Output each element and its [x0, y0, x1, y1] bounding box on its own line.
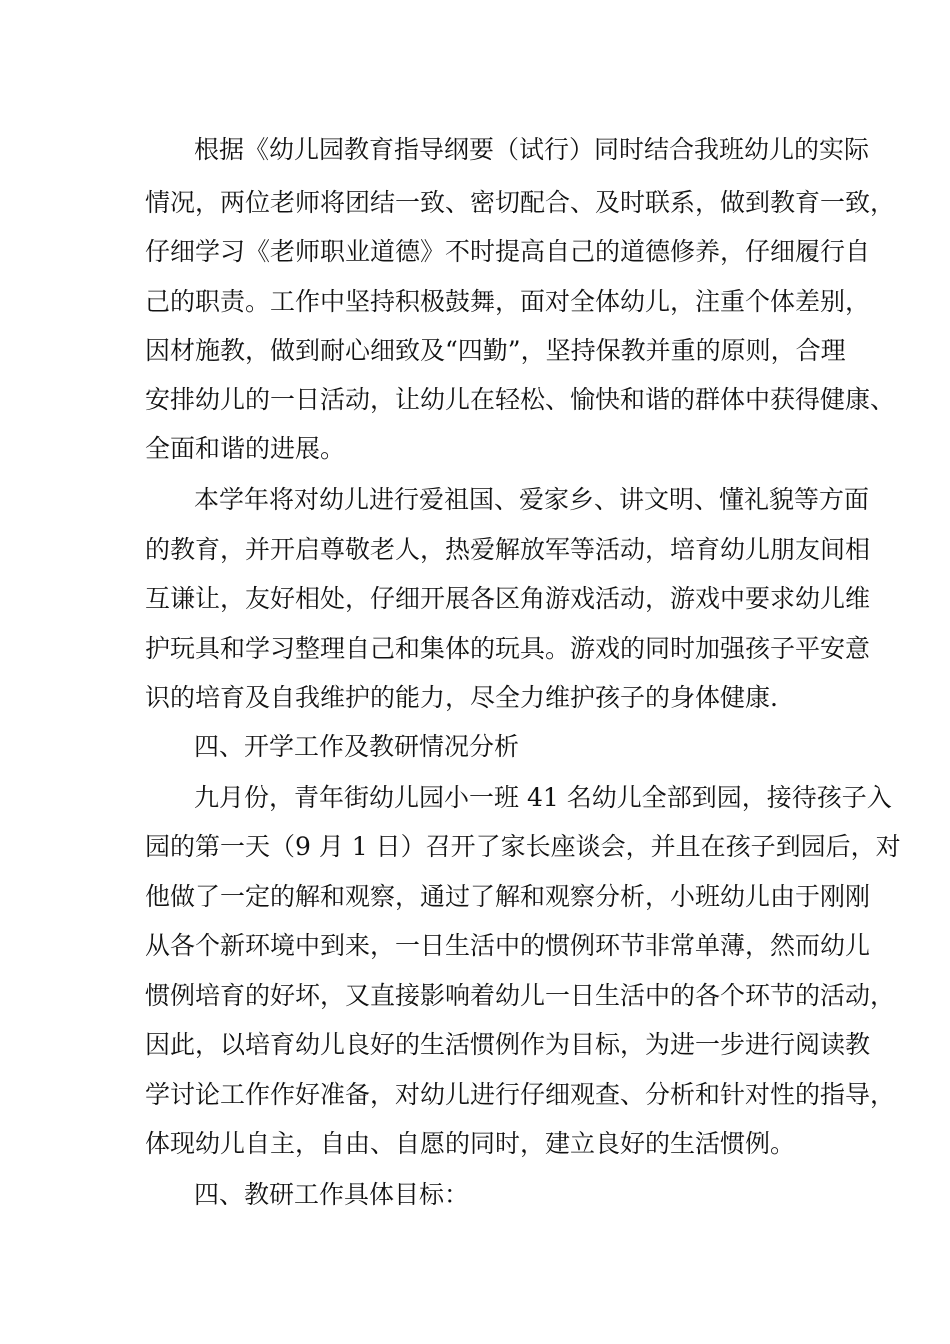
paragraph-3-line-7: 学讨论工作作好准备，对幼儿进行仔细观查、分析和针对性的指导， [145, 1080, 896, 1109]
paragraph-3-line-1: 九月份，青年街幼儿园小一班 41 名幼儿全部到园，接待孩子入 [194, 783, 892, 812]
paragraph-1-line-2: 情况，两位老师将团结一致、密切配合、及时联系，做到教育一致， [145, 188, 896, 217]
paragraph-3-line-3: 他做了一定的解和观察，通过了解和观察分析，小班幼儿由于刚刚 [145, 882, 871, 911]
paragraph-1-line-5: 因材施教，做到耐心细致及“四勤”，坚持保教并重的原则，合理 [145, 336, 846, 365]
paragraph-3-line-4: 从各个新环境中到来，一日生活中的惯例环节非常单薄，然而幼儿 [145, 931, 871, 960]
paragraph-2-line-4: 护玩具和学习整理自己和集体的玩具。游戏的同时加强孩子平安意 [145, 634, 871, 663]
paragraph-3-line-6: 因此，以培育幼儿良好的生活惯例作为目标，为进一步进行阅读教 [145, 1030, 871, 1059]
paragraph-2-line-3: 互谦让，友好相处，仔细开展各区角游戏活动，游戏中要求幼儿维 [145, 584, 871, 613]
paragraph-2-line-2: 的教育，并开启尊敬老人，热爱解放军等活动，培育幼儿朋友间相 [145, 535, 871, 564]
section-heading-goals: 四、教研工作具体目标： [194, 1180, 470, 1209]
paragraph-1-line-6: 安排幼儿的一日活动，让幼儿在轻松、愉快和谐的群体中获得健康、 [145, 385, 896, 414]
section-heading-analysis: 四、开学工作及教研情况分析 [194, 732, 520, 761]
paragraph-1-line-3: 仔细学习《老师职业道德》不时提高自己的道德修养，仔细履行自 [145, 237, 871, 266]
paragraph-2-line-1: 本学年将对幼儿进行爱祖国、爱家乡、讲文明、懂礼貌等方面 [194, 485, 870, 514]
paragraph-3-line-2: 园的第一天（9 月 1 日）召开了家长座谈会，并且在孩子到园后，对 [145, 832, 901, 861]
paragraph-3-line-8: 体现幼儿自主，自由、自愿的同时，建立良好的生活惯例。 [145, 1129, 796, 1158]
paragraph-1-line-1: 根据《幼儿园教育指导纲要（试行）同时结合我班幼儿的实际 [194, 135, 870, 164]
paragraph-3-line-5: 惯例培育的好坏，又直接影响着幼儿一日生活中的各个环节的活动， [145, 981, 896, 1010]
paragraph-2-line-5: 识的培育及自我维护的能力，尽全力维护孩子的身体健康. [145, 683, 778, 712]
paragraph-1-line-7: 全面和谐的进展。 [145, 434, 346, 463]
paragraph-1-line-4: 己的职责。工作中坚持积极鼓舞，面对全体幼儿，注重个体差别， [145, 287, 871, 316]
